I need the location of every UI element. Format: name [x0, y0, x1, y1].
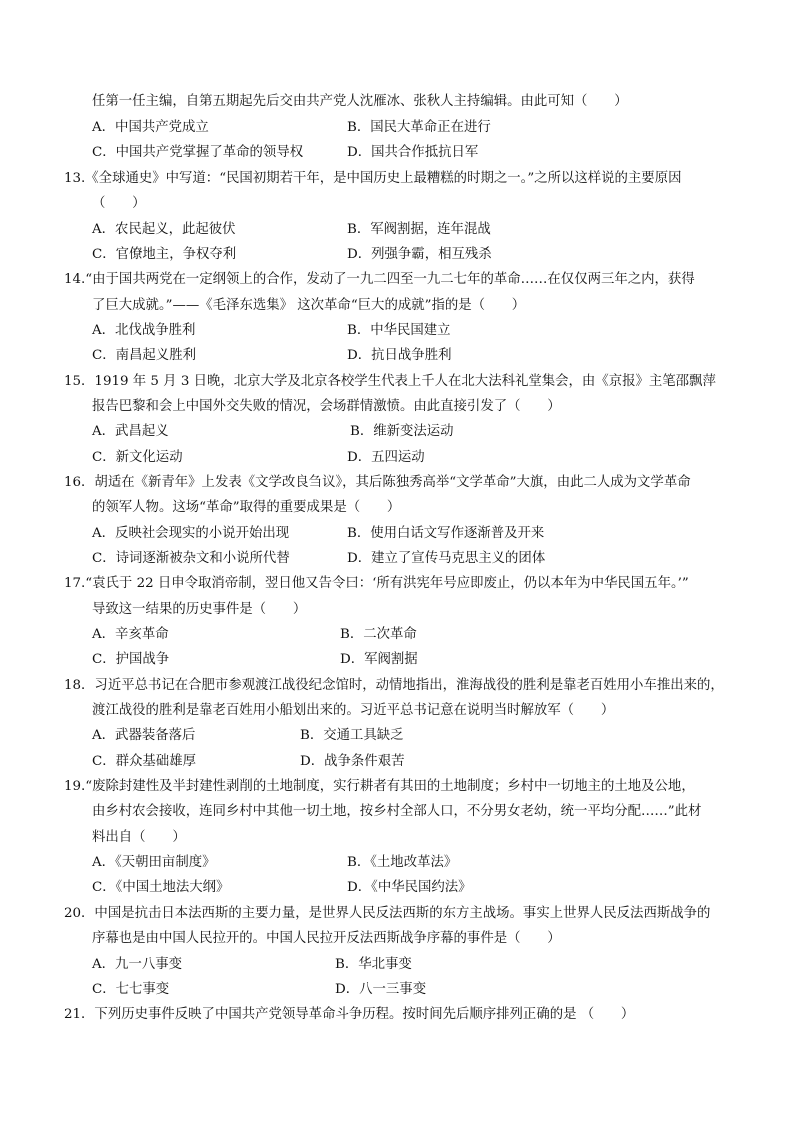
q14-stem-line2: 了巨大成就。”——《毛泽东选集》 这次革命“巨大的成就”指的是（ ） — [92, 298, 526, 313]
q19-stem-line1: 19.“废除封建性及半封建性剥削的土地制度，实行耕者有其田的土地制度；乡村中一切地主的土地及公地， — [64, 779, 695, 794]
q15-option-c[interactable]: C．新文化运动 — [92, 450, 183, 465]
q18-option-d[interactable]: D．战争条件艰苦 — [300, 754, 405, 769]
q17-option-a[interactable]: A．辛亥革命 — [92, 627, 169, 642]
q13-stem-line1: 13.《全球通史》中写道：“民国初期若干年，是中国历史上最糟糕的时期之一。”之所以这样说的主要原因 — [64, 171, 682, 186]
q12-option-b[interactable]: B．国民大革命正在进行 — [347, 120, 491, 135]
q16-option-a[interactable]: A．反映社会现实的小说开始出现 — [92, 526, 290, 541]
q21-stem-line1: 21．下列历史事件反映了中国共产党领导革命斗争历程。按时间先后顺序排列正确的是 （ ） — [64, 1007, 635, 1022]
q16-option-c[interactable]: C．诗词逐渐被杂文和小说所代替 — [92, 551, 290, 566]
q13-option-b[interactable]: B．军阀割据，连年混战 — [347, 222, 491, 237]
q20-stem-line1: 20．中国是抗击日本法西斯的主要力量，是世界人民反法西斯的东方主战场。事实上世界人民反法西斯战争的 — [64, 906, 711, 921]
q14-option-c[interactable]: C．南昌起义胜利 — [92, 348, 196, 363]
q13-stem-line2: （ ） — [92, 196, 146, 211]
q17-stem-line2: 导致这一结果的历史事件是（ ） — [92, 602, 307, 617]
q15-stem-line2: 报告巴黎和会上中国外交失败的情况，会场群情激愤。由此直接引发了（ ） — [92, 399, 561, 414]
q14-option-a[interactable]: A．北伐战争胜利 — [92, 323, 196, 338]
q15-option-a[interactable]: A．武昌起义 — [92, 424, 169, 439]
q16-stem-line2: 的领军人物。这场“革命”取得的重要成果是（ ） — [92, 500, 401, 515]
q15-option-b[interactable]: B．维新变法运动 — [350, 424, 454, 439]
q13-option-c[interactable]: C．官僚地主，争权夺利 — [92, 247, 237, 262]
q16-option-d[interactable]: D．建立了宣传马克思主义的团体 — [347, 551, 546, 566]
q15-stem-line1: 15．1919 年 5 月 3 日晚，北京大学及北京各校学生代表上千人在北大法科礼堂集会，由《京报》主笔邵飘萍 — [64, 374, 716, 389]
q14-stem-line1: 14.“由于国共两党在一定纲领上的合作，发动了一九二四至一九二七年的革命……在仅仅两三年之内，获得 — [64, 272, 695, 287]
q12-option-c[interactable]: C．中国共产党掌握了革命的领导权 — [92, 145, 304, 160]
q20-stem-line2: 序幕也是由中国人民拉开的。中国人民拉开反法西斯战争序幕的事件是（ ） — [92, 931, 561, 946]
q14-option-d[interactable]: D．抗日战争胜利 — [347, 348, 452, 363]
q19-option-a[interactable]: A．《天朝田亩制度》 — [92, 855, 216, 870]
q18-option-b[interactable]: B．交通工具缺乏 — [300, 728, 404, 743]
q15-option-d[interactable]: D．五四运动 — [347, 450, 425, 465]
q20-option-a[interactable]: A．九一八事变 — [92, 957, 183, 972]
q12-option-a[interactable]: A．中国共产党成立 — [92, 120, 209, 135]
q13-option-d[interactable]: D．列强争霸，相互残杀 — [347, 247, 492, 262]
q20-option-d[interactable]: D．八一三事变 — [335, 982, 427, 997]
q20-option-c[interactable]: C．七七事变 — [92, 982, 170, 997]
q19-stem-line2: 由乡村农会接收，连同乡村中其他一切土地，按乡村全部人口，不分男女老幼，统一平均分配……”此材 — [92, 804, 702, 819]
q17-stem-line1: 17.“袁氏于 22 日申令取消帝制，翌日他又告令曰：‘所有洪宪年号应即废止，仍以本年为中华民国五年。’” — [64, 576, 689, 591]
q18-stem-line2: 渡江战役的胜利是靠老百姓用小船划出来的。习近平总书记意在说明当时解放军（ ） — [92, 703, 615, 718]
q19-stem-line3: 料出自（ ） — [92, 830, 186, 845]
q20-option-b[interactable]: B．华北事变 — [335, 957, 412, 972]
q18-stem-line1: 18．习近平总书记在合肥市参观渡江战役纪念馆时，动情地指出，淮海战役的胜利是靠老百姓用小车推出来的， — [64, 678, 724, 693]
q19-option-c[interactable]: C．《中国土地法大纲》 — [92, 880, 230, 895]
q12-stem-cont: 任第一任主编，自第五期起先后交由共产党人沈雁冰、张秋人主持编辑。由此可知（ ） — [92, 94, 628, 109]
q13-option-a[interactable]: A．农民起义，此起彼伏 — [92, 222, 236, 237]
q18-option-a[interactable]: A．武器装备落后 — [92, 728, 196, 743]
q16-option-b[interactable]: B．使用白话文写作逐渐普及开来 — [347, 526, 545, 541]
q17-option-c[interactable]: C．护国战争 — [92, 652, 170, 667]
q19-option-b[interactable]: B．《土地改革法》 — [347, 855, 458, 870]
q18-option-c[interactable]: C．群众基础雄厚 — [92, 754, 196, 769]
q17-option-d[interactable]: D．军阀割据 — [340, 652, 418, 667]
q17-option-b[interactable]: B．二次革命 — [340, 627, 417, 642]
q19-option-d[interactable]: D．《中华民国约法》 — [347, 880, 472, 895]
q12-option-d[interactable]: D．国共合作抵抗日军 — [347, 145, 479, 160]
q14-option-b[interactable]: B．中华民国建立 — [347, 323, 451, 338]
q16-stem-line1: 16．胡适在《新青年》上发表《文学改良刍议》，其后陈独秀高举“文学革命”大旗，由此二人成为文学革命 — [64, 475, 691, 490]
